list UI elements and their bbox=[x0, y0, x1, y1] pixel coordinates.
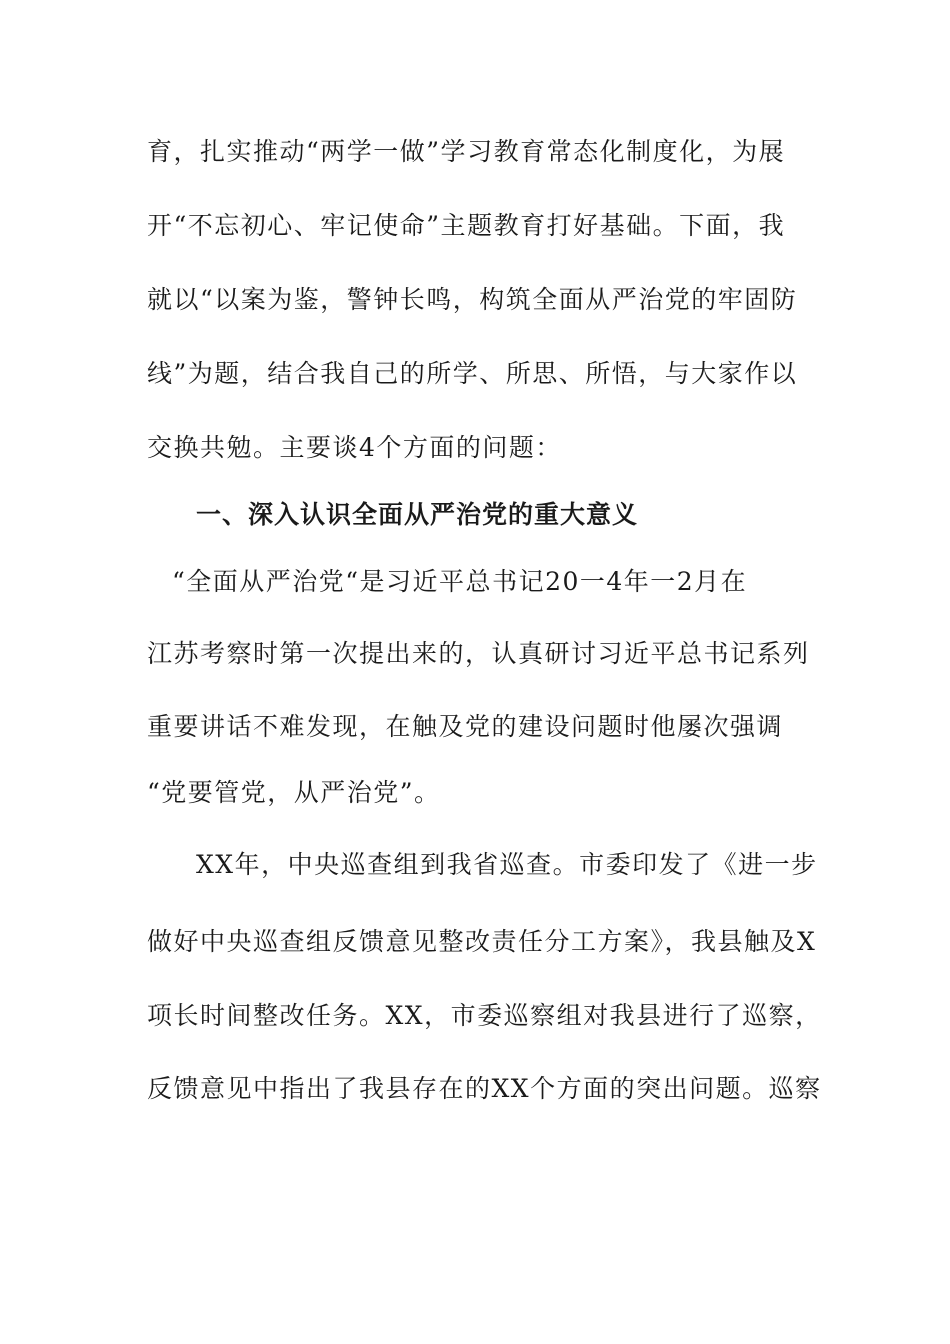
paragraph-line: 线”为题，结合我自己的所学、所思、所悟，与大家作以 bbox=[147, 359, 798, 388]
paragraph-line: “全面从严治党“是习近平总书记20一4年一2月在 bbox=[172, 567, 748, 596]
paragraph-line: 江苏考察时第一次提出来的，认真研讨习近平总书记系列 bbox=[147, 639, 810, 668]
paragraph-line: “党要管党，从严治党”。 bbox=[147, 778, 441, 807]
paragraph-line: 交换共勉。主要谈4个方面的问题： bbox=[147, 433, 562, 462]
paragraph-line: 育，扎实推动“两学一做”学习教育常态化制度化，为展 bbox=[147, 137, 786, 166]
paragraph-line: 反馈意见中指出了我县存在的XX个方面的突出问题。巡察 bbox=[147, 1074, 822, 1103]
paragraph-line: 做好中央巡查组反馈意见整改责任分工方案》，我县触及X bbox=[147, 927, 817, 956]
section-heading: 一、深入认识全面从严治党的重大意义 bbox=[196, 500, 639, 529]
paragraph-line: 重要讲话不难发现，在触及党的建设问题时他屡次强调 bbox=[147, 712, 784, 741]
paragraph-line: XX年，中央巡查组到我省巡查。市委印发了《进一步 bbox=[196, 850, 818, 879]
paragraph-line: 就以“以案为鉴，警钟长鸣，构筑全面从严治党的牢固防 bbox=[147, 285, 798, 314]
paragraph-line: 项长时间整改任务。XX，市委巡察组对我县进行了巡察， bbox=[147, 1001, 822, 1030]
paragraph-line: 开“不忘初心、牢记使命”主题教育打好基础。下面，我 bbox=[147, 211, 786, 240]
